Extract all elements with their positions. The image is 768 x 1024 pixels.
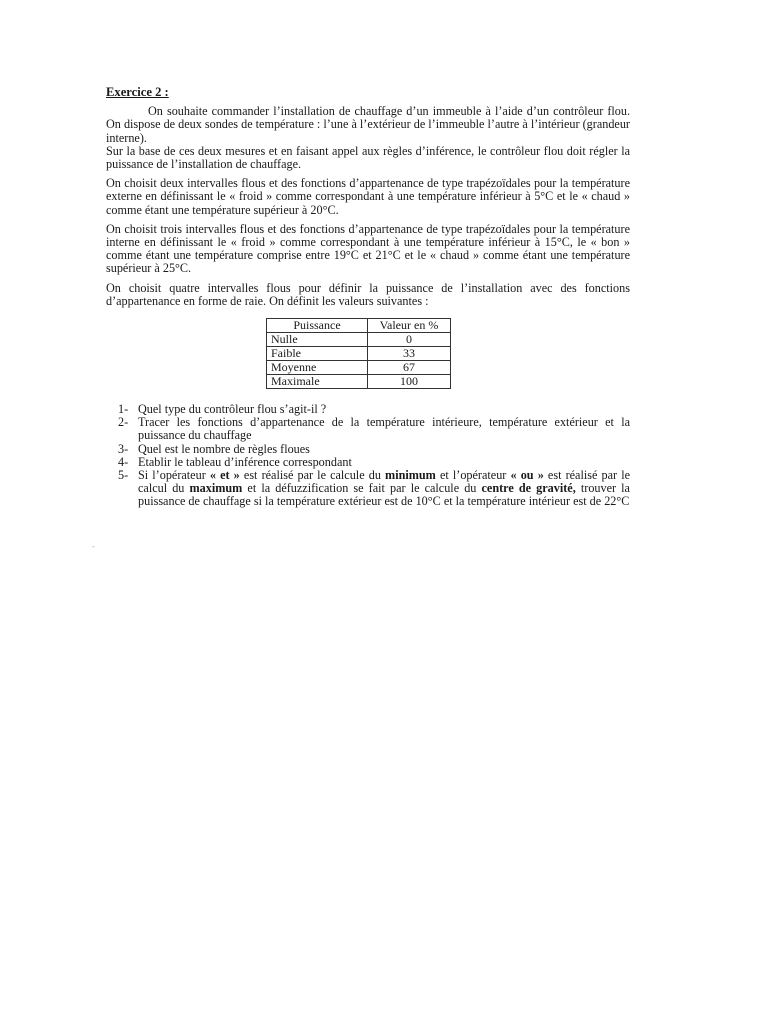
question-number: 3- [118, 441, 129, 456]
paragraph-external-temp: On choisit deux intervalles flous et des fonctions d’appartenance de type trapézoïdales pour la température externe en définissant le « froid » comme correspondant à une température inférieur à 5°C et le « chaud » comme étant une température supérieur à 20°C. [106, 176, 630, 217]
table-row [267, 361, 451, 375]
bold-term-centroid: centre de gravité, [481, 481, 576, 496]
question-text: Quel est le nombre de règles floues [138, 441, 310, 456]
bold-term-maximum: maximum [189, 481, 243, 496]
list-item [106, 416, 630, 442]
table-row [267, 347, 451, 361]
power-values-table [266, 318, 451, 389]
paragraph-intro-text: On souhaite commander l’installation de chauffage d’un immeuble à l’aide d’un contrôleur flou. On dispose de deux sondes de température : l’une à l’extérieur de l’immeuble l’autre à l’intérieur (grandeur interne). [106, 104, 630, 145]
document-page [106, 86, 630, 509]
question-list [106, 403, 630, 509]
question-number: 5- [118, 468, 129, 483]
paragraph-internal-temp: On choisit trois intervalles flous et des fonctions d’appartenance de type trapézoïdales pour la température interne en définissant le « froid » comme correspondant à une température inférieur à 15°C, le « bon » comme étant une température comprise entre 19°C et 21°C et le « chaud » comme étant une température supérieur à 25°C. [106, 221, 630, 276]
bold-term-and: « et » [209, 468, 240, 483]
list-item [106, 469, 630, 509]
bold-term-or: « ou » [510, 468, 544, 483]
table-header-row [267, 319, 451, 333]
question-number: 4- [118, 454, 129, 469]
table-cell: Nulle [267, 333, 368, 347]
question-text: Tracer les fonctions d’appartenance de la température intérieure, température extérieur et la puissance du chauffage [138, 415, 630, 443]
text-run: trouver la puissance de chauffage si la température extérieur est de 10°C et la température intérieur est de 22°C [138, 481, 630, 509]
text-run: et l’opérateur [435, 468, 511, 483]
table-cell: 100 [368, 375, 451, 389]
list-item [106, 443, 630, 456]
table-header-cell: Valeur en % [368, 319, 451, 333]
question-text [138, 469, 630, 509]
text-run: et la défuzzification se fait par le calcule du [242, 481, 482, 496]
paragraph-intro [106, 105, 630, 145]
table-row [267, 375, 451, 389]
table-header-cell: Puissance [267, 319, 368, 333]
table-cell: Moyenne [267, 361, 368, 375]
question-number: 2- [118, 415, 129, 430]
table-cell: Maximale [267, 375, 368, 389]
table-cell: Faible [267, 347, 368, 361]
text-run: est réalisé par le calcul du [138, 468, 630, 496]
text-run: Si l’opérateur [138, 468, 210, 483]
table-cell: 33 [368, 347, 451, 361]
paragraph-inference: Sur la base de ces deux mesures et en faisant appel aux règles d’inférence, le contrôleur flou doit régler la puissance de l’installation de chauffage. [106, 143, 630, 172]
paragraph-power: On choisit quatre intervalles flous pour définir la puissance de l’installation avec des fonctions d’appartenance en forme de raie. On définit les valeurs suivantes : [106, 280, 630, 308]
table-cell: 0 [368, 333, 451, 347]
table-row [267, 333, 451, 347]
question-number: 1- [118, 402, 129, 417]
question-text: Quel type du contrôleur flou s’agit-il ? [138, 402, 327, 417]
table-cell: 67 [368, 361, 451, 375]
bold-term-minimum: minimum [385, 468, 436, 483]
exercise-title: Exercice 2 : [106, 85, 169, 99]
margin-mark: - [92, 542, 95, 551]
text-run: est réalisé par le calcule du [239, 468, 386, 483]
question-text: Etablir le tableau d’inférence correspondant [138, 454, 352, 469]
